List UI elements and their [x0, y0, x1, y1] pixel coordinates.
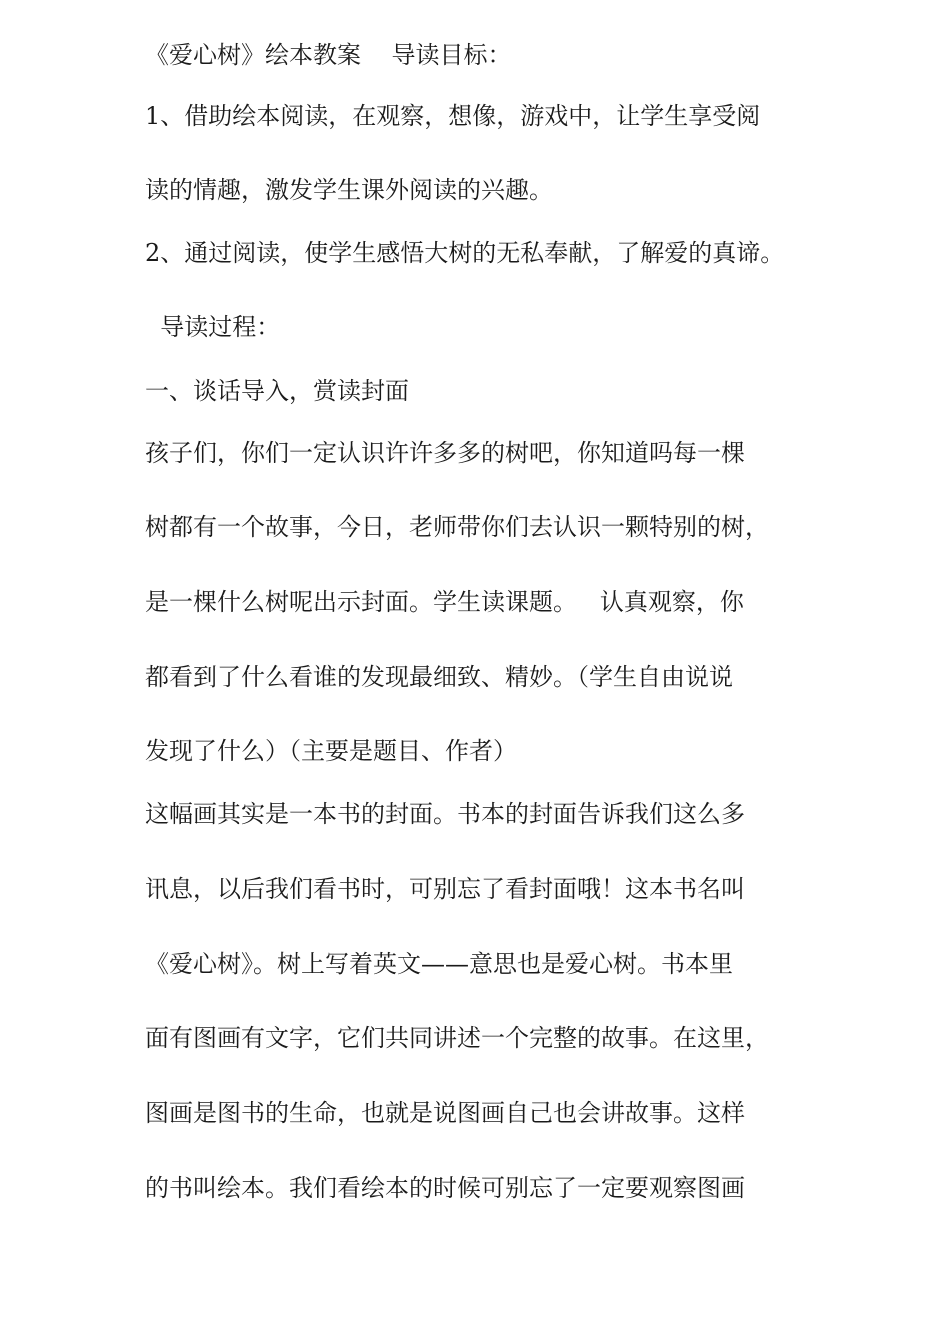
paragraph-2-line-1: 这幅画其实是一本书的封面。书本的封面告诉我们这么多 [145, 800, 745, 828]
process-heading: 导读过程： [145, 313, 281, 341]
goal-1-line-1: 1、借助绘本阅读，在观察，想像，游戏中，让学生享受阅 [145, 102, 761, 130]
paragraph-2-line-4: 面有图画有文字，它们共同讲述一个完整的故事。在这里， [145, 1024, 769, 1052]
doc-title-line: 《爱心树》绘本教案 导读目标： [145, 41, 512, 69]
paragraph-2-line-3: 《爱心树》。树上写着英文——意思也是爱心树。书本里 [145, 950, 733, 978]
paragraph-2-line-5: 图画是图书的生命，也就是说图画自己也会讲故事。这样 [145, 1099, 745, 1127]
paragraph-1-line-2: 树都有一个故事，今日，老师带你们去认识一颗特别的树， [145, 513, 769, 541]
paragraph-1-line-3: 是一棵什么树呢出示封面。学生读课题。 认真观察，你 [145, 588, 744, 616]
goal-2-line: 2、通过阅读，使学生感悟大树的无私奉献，了解爱的真谛。 [145, 239, 785, 267]
paragraph-2-line-2: 讯息，以后我们看书时，可别忘了看封面哦！这本书名叫 [145, 875, 745, 903]
paragraph-2-line-6: 的书叫绘本。我们看绘本的时候可别忘了一定要观察图画 [145, 1174, 745, 1202]
goal-1-line-2: 读的情趣，激发学生课外阅读的兴趣。 [145, 176, 553, 204]
section-1-heading: 一、谈话导入，赏读封面 [145, 377, 409, 405]
paragraph-1-line-1: 孩子们，你们一定认识许许多多的树吧，你知道吗每一棵 [145, 439, 745, 467]
paragraph-1-line-5: 发现了什么）（主要是题目、作者） [145, 737, 517, 765]
paragraph-1-line-4: 都看到了什么看谁的发现最细致、精妙。（学生自由说说 [145, 663, 733, 691]
